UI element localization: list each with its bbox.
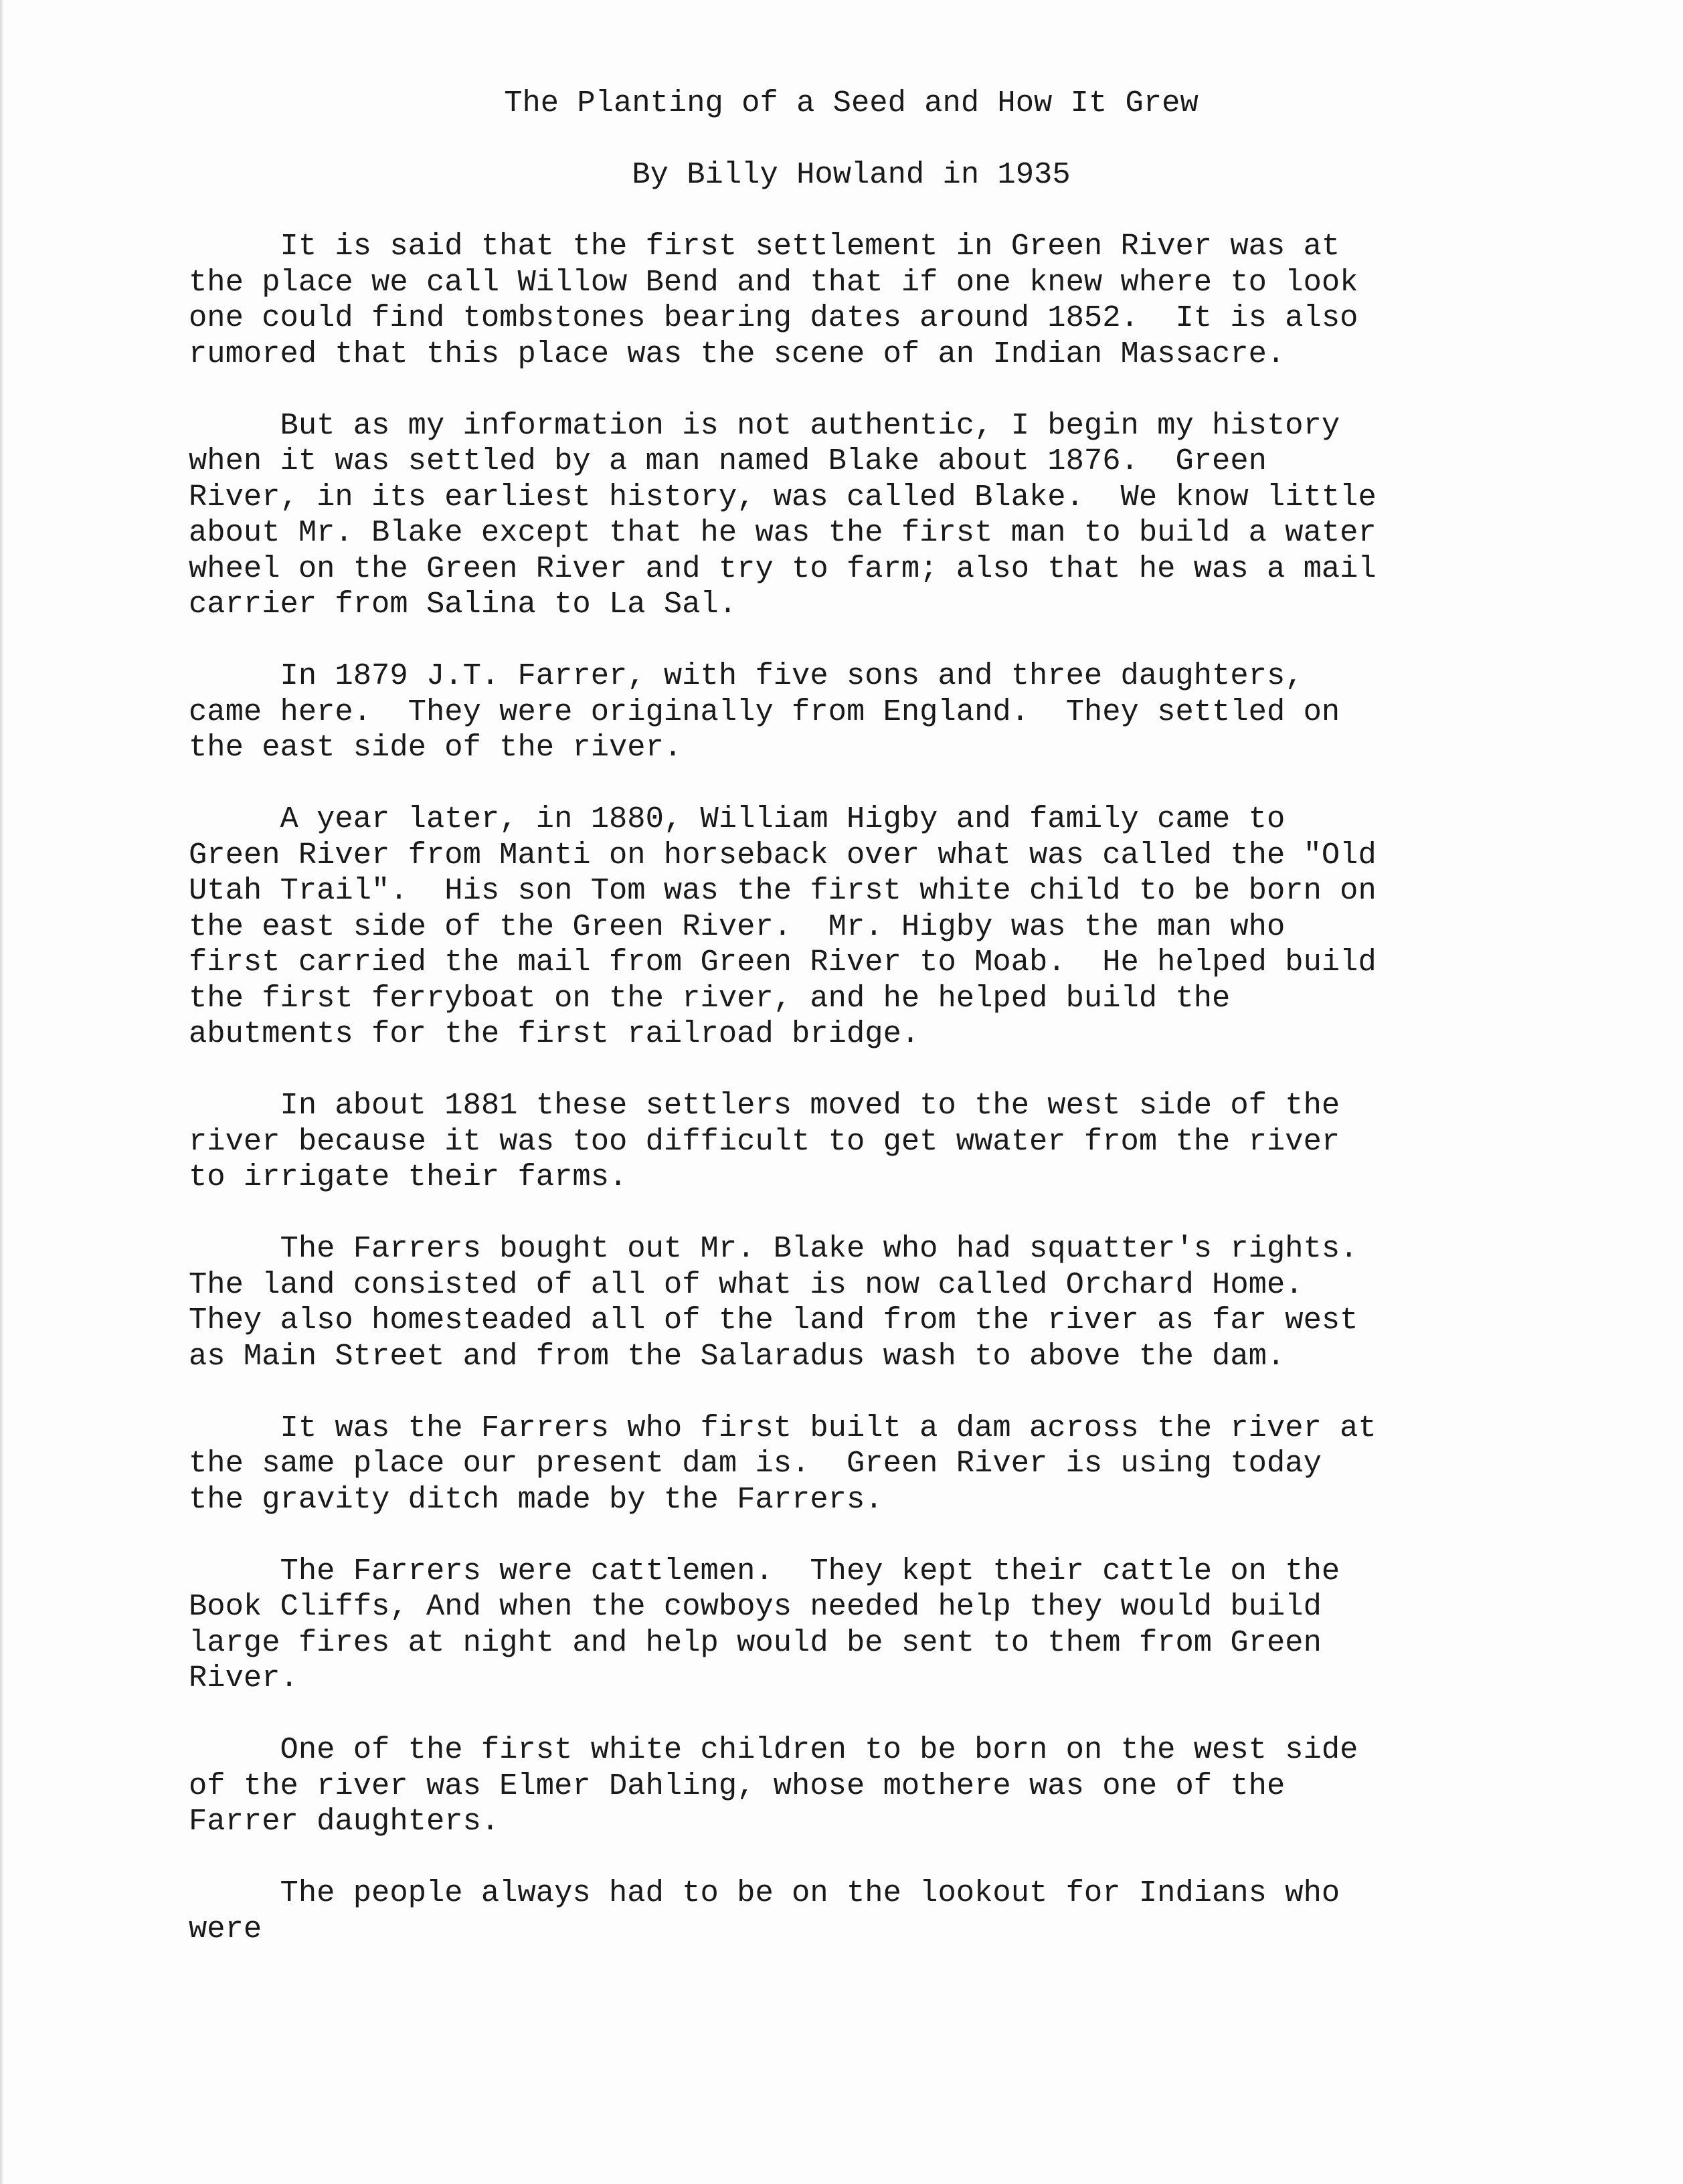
text-line: when it was settled by a man named Blake about 1876. Green [189, 444, 1267, 478]
text-line: It was the Farrers who first built a dam across the river at [189, 1410, 1377, 1445]
paragraph [189, 802, 1514, 1053]
paragraph [189, 1554, 1514, 1697]
text-line: as Main Street and from the Salaradus wash to above the dam. [189, 1338, 1286, 1374]
text-line: carrier from Salina to La Sal. [189, 587, 737, 622]
text-line: They also homesteaded all of the land from the river as far west [189, 1303, 1358, 1338]
text-line: came here. They were originally from England. They settled on [189, 694, 1340, 729]
text-line: the gravity ditch made by the Farrers. [189, 1481, 883, 1517]
text-line: the east side of the river. [189, 730, 683, 765]
text-line: River, in its earliest history, was called Blake. We know little [189, 479, 1377, 515]
paragraph [189, 1231, 1514, 1374]
text-line: Farrer daughters. [189, 1804, 500, 1839]
text-line: The Farrers bought out Mr. Blake who had squatter's rights. [189, 1231, 1358, 1266]
text-line: But as my information is not authentic, I begin my history [189, 407, 1340, 443]
text-line: large fires at night and help would be sent to them from Green [189, 1625, 1322, 1660]
text-line: were [189, 1911, 262, 1946]
text-line: rumored that this place was the scene of an Indian Massacre. [189, 336, 1286, 371]
text-line: of the river was Elmer Dahling, whose mothere was one of the [189, 1768, 1286, 1803]
text-line: The land consisted of all of what is now called Orchard Home. [189, 1267, 1304, 1302]
text-line: In 1879 J.T. Farrer, with five sons and three daughters, [189, 658, 1304, 693]
text-line: abutments for the first railroad bridge. [189, 1016, 920, 1051]
text-line: The people always had to be on the lookout for Indians who [189, 1876, 1340, 1910]
paragraph-list [189, 229, 1514, 1947]
paragraph [189, 1410, 1514, 1518]
paragraph [189, 1876, 1514, 1947]
text-line: Book Cliffs, And when the cowboys needed help they would build [189, 1589, 1322, 1624]
text-line: the first ferryboat on the river, and he helped build the [189, 980, 1231, 1016]
paragraph [189, 408, 1514, 623]
text-line: the same place our present dam is. Green River is using today [189, 1446, 1322, 1481]
text-line: first carried the mail from Green River to Moab. He helped build [189, 945, 1377, 980]
document-byline: By Billy Howland in 1935 [632, 157, 1071, 192]
paragraph [189, 1088, 1514, 1196]
text-line: wheel on the Green River and try to farm; also that he was a mail [189, 551, 1377, 586]
text-line: river because it was too difficult to get wwater from the river [189, 1123, 1340, 1159]
text-line: In about 1881 these settlers moved to the west side of the [189, 1088, 1340, 1123]
text-line: Utah Trail". His son Tom was the first white child to be born on [189, 873, 1377, 908]
text-line: the east side of the Green River. Mr. Higby was the man who [189, 909, 1286, 944]
document-body [189, 86, 1514, 1947]
text-line: Green River from Manti on horseback over what was called the "Old [189, 837, 1377, 873]
text-line: River. [189, 1661, 298, 1696]
text-line: the place we call Willow Bend and that if one knew where to look [189, 264, 1358, 300]
text-line: It is said that the first settlement in Green River was at [189, 229, 1340, 264]
paragraph [189, 229, 1514, 372]
paragraph [189, 1732, 1514, 1840]
text-line: one could find tombstones bearing dates around 1852. It is also [189, 300, 1358, 335]
paragraph [189, 658, 1514, 766]
text-line: about Mr. Blake except that he was the first man to build a water [189, 515, 1377, 550]
scan-edge [0, 0, 4, 2184]
text-line: A year later, in 1880, William Higby and family came to [189, 802, 1286, 836]
text-line: One of the first white children to be born on the west side [189, 1732, 1358, 1767]
document-title: The Planting of a Seed and How It Grew [504, 86, 1199, 120]
text-line: The Farrers were cattlemen. They kept their cattle on the [189, 1553, 1340, 1588]
text-line: to irrigate their farms. [189, 1160, 628, 1194]
